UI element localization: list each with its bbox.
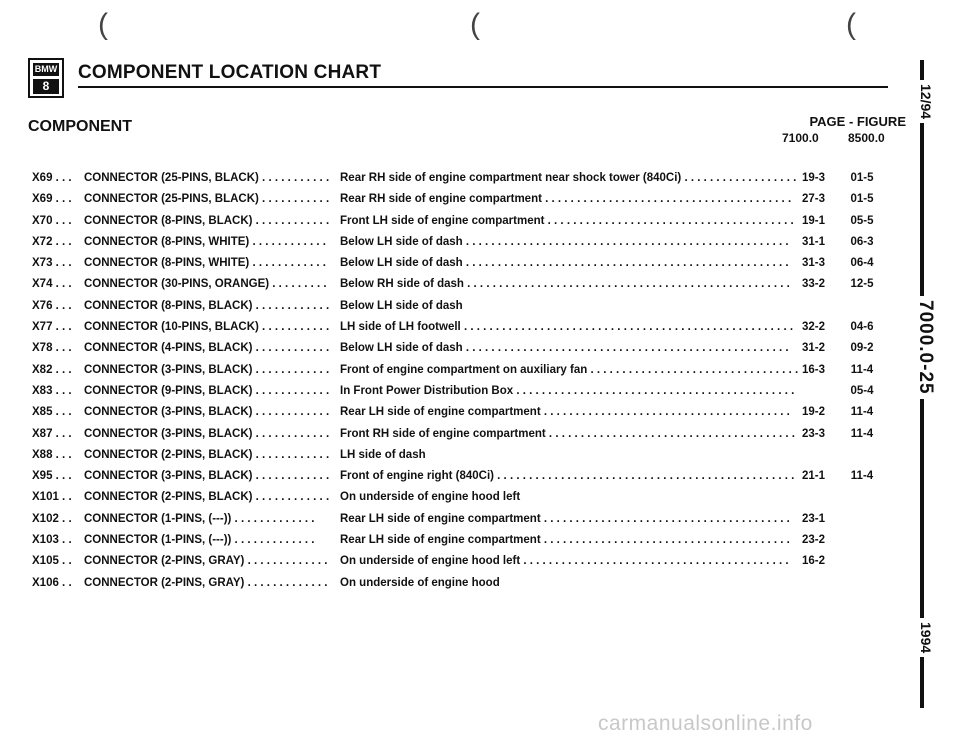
component-name: CONNECTOR (8-PINS, WHITE) . . . . . . . . . . . . — [84, 257, 326, 270]
figure-reference: 11-4 — [850, 363, 874, 376]
table-row — [32, 338, 912, 359]
component-code: X77 . . . — [32, 321, 72, 334]
bmw-8-logo — [28, 58, 64, 98]
table-row — [32, 189, 912, 210]
figure-reference: 11-4 — [850, 470, 874, 483]
table-row — [32, 466, 912, 487]
page-reference: 23-3 — [801, 427, 825, 440]
figure-reference: 06-4 — [850, 257, 874, 270]
page-reference: 23-2 — [801, 534, 825, 547]
component-name: CONNECTOR (2-PINS, BLACK) . . . . . . . . . . . . — [84, 448, 330, 461]
component-name: CONNECTOR (3-PINS, BLACK) . . . . . . . . . . . . — [84, 406, 330, 419]
component-location: On underside of engine hood left . . . . . . . . . . . . . . . . . . . . . . . . . . . . . . . . . . . . . . . . . . — [340, 555, 789, 568]
component-column-heading: COMPONENT — [28, 118, 132, 135]
component-location: Rear LH side of engine compartment . . . . . . . . . . . . . . . . . . . . . . . . . . . . . . . . . . . . . . . — [340, 534, 790, 547]
component-code: X102 . . — [32, 512, 72, 525]
figure-reference: 01-5 — [850, 172, 874, 184]
component-location: LH side of LH footwell . . . . . . . . . . . . . . . . . . . . . . . . . . . . . . . . . . . . . . . . . . . . . . . . . . . . — [340, 321, 794, 334]
figure-reference: 09-2 — [850, 342, 874, 355]
component-location: Below LH side of dash — [340, 299, 463, 312]
component-name: CONNECTOR (3-PINS, BLACK) . . . . . . . . . . . . — [84, 470, 330, 483]
component-location: Below RH side of dash . . . . . . . . . . . . . . . . . . . . . . . . . . . . . . . . . . . . . . . . . . . . . . . . . . . — [340, 278, 790, 291]
component-name: CONNECTOR (30-PINS, ORANGE) . . . . . . . . . — [84, 278, 327, 291]
figure-reference: 05-5 — [850, 214, 874, 227]
component-code: X74 . . . — [32, 278, 72, 291]
component-location: Front RH side of engine compartment . . . . . . . . . . . . . . . . . . . . . . . . . . . . . . . . . . . . . . . — [340, 427, 795, 440]
page-reference: 16-2 — [801, 555, 825, 568]
page-reference: 19-1 — [801, 214, 825, 227]
component-name: CONNECTOR (3-PINS, BLACK) . . . . . . . . . . . . — [84, 363, 330, 376]
page-figure-heading: PAGE - FIGURE — [809, 114, 906, 129]
table-row — [32, 509, 912, 530]
component-name: CONNECTOR (8-PINS, BLACK) . . . . . . . . . . . . — [84, 214, 330, 227]
table-row — [32, 424, 912, 445]
table-row — [32, 402, 912, 423]
page-reference: 31-2 — [801, 342, 825, 355]
component-location: Below LH side of dash . . . . . . . . . . . . . . . . . . . . . . . . . . . . . . . . . . . . . . . . . . . . . . . . . . . — [340, 342, 789, 355]
table-row — [32, 573, 912, 594]
title-underline — [78, 86, 888, 88]
component-code: X69 . . . — [32, 193, 72, 206]
figure-reference: 11-4 — [850, 427, 874, 440]
component-location: Front LH side of engine compartment . . . . . . . . . . . . . . . . . . . . . . . . . . . . . . . . . . . . . . . — [340, 214, 794, 227]
table-row — [32, 381, 912, 402]
page-title: COMPONENT LOCATION CHART — [78, 62, 382, 83]
component-location: On underside of engine hood — [340, 576, 500, 589]
component-name: CONNECTOR (4-PINS, BLACK) . . . . . . . . . . . . — [84, 342, 330, 355]
component-code: X106 . . — [32, 576, 72, 589]
page-reference: 31-1 — [801, 235, 825, 248]
figure-reference: 06-3 — [850, 235, 874, 248]
side-page-number: 7000.0-25 — [914, 296, 936, 399]
component-name: CONNECTOR (1-PINS, (---)) . . . . . . . . . . . . . — [84, 534, 315, 547]
component-name: CONNECTOR (2-PINS, BLACK) . . . . . . . . . . . . — [84, 491, 330, 504]
component-location: Front of engine right (840Ci) . . . . . . . . . . . . . . . . . . . . . . . . . . . . . . . . . . . . . . . . . . . . . . . — [340, 470, 795, 483]
component-code: X69 . . . — [32, 172, 72, 184]
logo-series-number: 8 — [33, 79, 59, 94]
component-code: X78 . . . — [32, 342, 72, 355]
component-table — [32, 168, 912, 594]
component-code: X105 . . — [32, 555, 72, 568]
page-reference: 16-3 — [801, 363, 825, 376]
hole-punch-mark: ( — [470, 8, 480, 41]
table-row — [32, 296, 912, 317]
component-name: CONNECTOR (8-PINS, WHITE) . . . . . . . . . . . . — [84, 235, 326, 248]
table-row — [32, 530, 912, 551]
figure-reference: 04-6 — [850, 321, 874, 334]
page-reference: 21-1 — [801, 470, 825, 483]
side-year: 1994 — [918, 618, 934, 657]
component-name: CONNECTOR (8-PINS, BLACK) . . . . . . . . . . . . — [84, 299, 330, 312]
page-reference: 33-2 — [801, 278, 825, 291]
page-reference: 32-2 — [801, 321, 825, 334]
table-row — [32, 360, 912, 381]
side-date: 12/94 — [918, 80, 934, 123]
page-ref-7100: 7100.0 — [782, 131, 819, 145]
hole-punch-mark: ( — [846, 8, 856, 41]
component-name: CONNECTOR (10-PINS, BLACK) . . . . . . . . . . . — [84, 321, 330, 334]
component-name: CONNECTOR (25-PINS, BLACK) . . . . . . . . . . . — [84, 193, 330, 206]
component-name: CONNECTOR (9-PINS, BLACK) . . . . . . . . . . . . — [84, 384, 330, 397]
page-reference: 19-3 — [801, 172, 825, 184]
figure-reference: 11-4 — [850, 406, 874, 419]
component-location: Rear LH side of engine compartment . . . . . . . . . . . . . . . . . . . . . . . . . . . . . . . . . . . . . . . — [340, 512, 790, 525]
table-row — [32, 232, 912, 253]
component-code: X103 . . — [32, 534, 72, 547]
component-name: CONNECTOR (2-PINS, GRAY) . . . . . . . . . . . . . — [84, 576, 328, 589]
component-code: X70 . . . — [32, 214, 72, 227]
component-code: X88 . . . — [32, 448, 72, 461]
component-name: CONNECTOR (25-PINS, BLACK) . . . . . . . . . . . — [84, 172, 330, 184]
component-code: X95 . . . — [32, 470, 72, 483]
figure-reference: 12-5 — [850, 278, 874, 291]
table-row — [32, 274, 912, 295]
component-code: X101 . . — [32, 491, 72, 504]
component-name: CONNECTOR (1-PINS, (---)) . . . . . . . . . . . . . — [84, 512, 315, 525]
table-row — [32, 168, 912, 189]
component-location: Front of engine compartment on auxiliary fan . . . . . . . . . . . . . . . . . . . . . . . . . . . . . . . . . — [340, 363, 799, 376]
component-location: Rear RH side of engine compartment . . . . . . . . . . . . . . . . . . . . . . . . . . . . . . . . . . . . . . . — [340, 193, 792, 206]
page-reference: 23-1 — [801, 512, 825, 525]
table-row — [32, 317, 912, 338]
component-location: Below LH side of dash . . . . . . . . . . . . . . . . . . . . . . . . . . . . . . . . . . . . . . . . . . . . . . . . . . . — [340, 257, 789, 270]
table-row — [32, 487, 912, 508]
component-code: X82 . . . — [32, 363, 72, 376]
page-ref-8500: 8500.0 — [848, 131, 885, 145]
component-code: X87 . . . — [32, 427, 72, 440]
component-code: X73 . . . — [32, 257, 72, 270]
component-name: CONNECTOR (2-PINS, GRAY) . . . . . . . . . . . . . — [84, 555, 328, 568]
logo-bmw-text: BMW — [34, 64, 58, 74]
component-code: X85 . . . — [32, 406, 72, 419]
table-row — [32, 253, 912, 274]
table-row — [32, 445, 912, 466]
component-location: Rear LH side of engine compartment . . . . . . . . . . . . . . . . . . . . . . . . . . . . . . . . . . . . . . . — [340, 406, 790, 419]
component-location: In Front Power Distribution Box . . . . . . . . . . . . . . . . . . . . . . . . . . . . . . . . . . . . . . . . . . . . — [340, 384, 795, 397]
figure-reference: 05-4 — [850, 384, 874, 397]
component-location: LH side of dash — [340, 448, 426, 461]
component-location: On underside of engine hood left — [340, 491, 521, 504]
component-code: X72 . . . — [32, 235, 72, 248]
component-code: X83 . . . — [32, 384, 72, 397]
page-reference: 27-3 — [801, 193, 825, 206]
hole-punch-mark: ( — [98, 8, 108, 41]
figure-reference: 01-5 — [850, 193, 874, 206]
page-reference: 31-3 — [801, 257, 825, 270]
component-location: Rear RH side of engine compartment near shock tower (840Ci) . . . . . . . . . . . . . . . . . . — [340, 172, 797, 184]
component-name: CONNECTOR (3-PINS, BLACK) . . . . . . . . . . . . — [84, 427, 330, 440]
table-row — [32, 551, 912, 572]
table-row — [32, 211, 912, 232]
component-code: X76 . . . — [32, 299, 72, 312]
page-reference: 19-2 — [801, 406, 825, 419]
watermark: carmanualsonline.info — [598, 712, 813, 735]
component-location: Below LH side of dash . . . . . . . . . . . . . . . . . . . . . . . . . . . . . . . . . . . . . . . . . . . . . . . . . . . — [340, 235, 789, 248]
